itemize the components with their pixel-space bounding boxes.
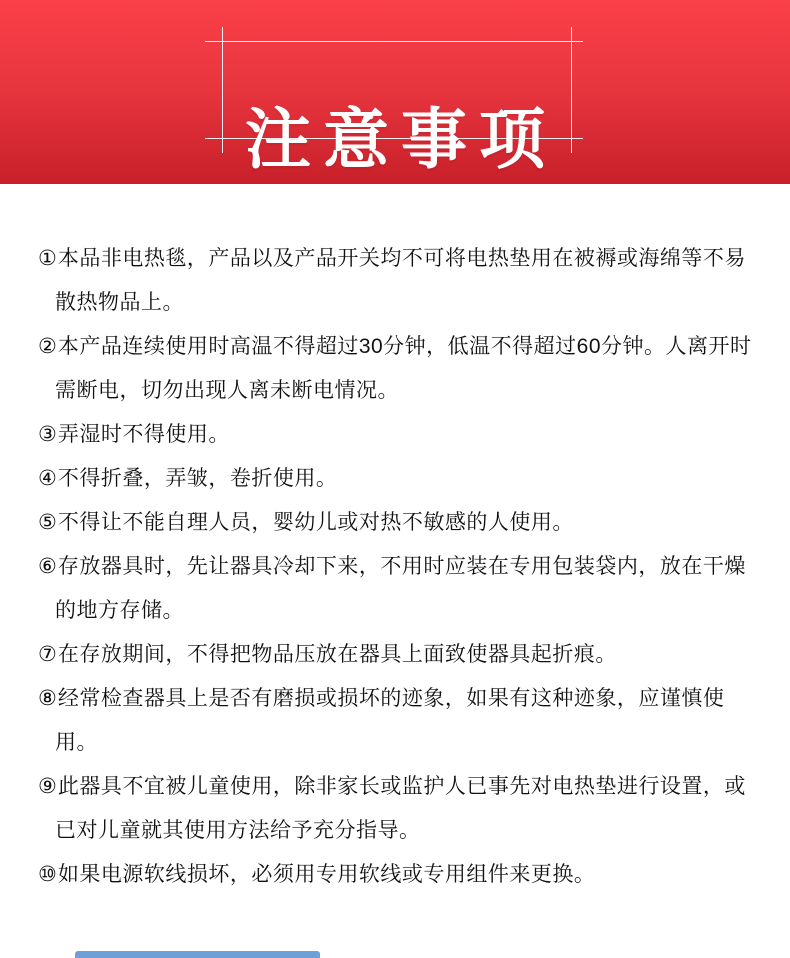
item-number: ④ — [38, 467, 58, 490]
item-text: 如果电源软线损坏，必须用专用软线或专用组件来更换。 — [57, 863, 596, 886]
item-text: 弄湿时不得使用。 — [57, 423, 230, 446]
item-number: ③ — [38, 423, 58, 446]
item-number: ⑤ — [38, 511, 58, 534]
header-banner — [0, 0, 790, 184]
notice-item — [38, 545, 752, 633]
notice-item — [38, 501, 752, 545]
notice-item — [38, 237, 752, 325]
item-number: ① — [38, 247, 58, 270]
title-frame-line-top — [205, 41, 583, 42]
item-text: 本产品连续使用时高温不得超过30分钟，低温不得超过60分钟。人离开时需断电，切勿出现人离未断电情况。 — [55, 335, 752, 402]
notice-item — [38, 853, 752, 897]
item-text: 在存放期间，不得把物品压放在器具上面致使器具起折痕。 — [57, 643, 617, 666]
notice-item — [38, 325, 752, 413]
item-text: 存放器具时，先让器具冷却下来，不用时应装在专用包装袋内，放在干燥的地方存储。 — [55, 555, 746, 622]
item-number: ② — [38, 335, 58, 358]
item-number: ⑥ — [38, 555, 58, 578]
page-title: 注意事项 — [245, 102, 557, 177]
notice-list — [0, 184, 790, 897]
item-text: 不得让不能自理人员，婴幼儿或对热不敏感的人使用。 — [57, 511, 574, 534]
item-text: 不得折叠，弄皱，卷折使用。 — [57, 467, 338, 490]
item-number: ⑨ — [38, 775, 58, 798]
notice-item — [38, 677, 752, 765]
notice-item — [38, 457, 752, 501]
item-text: 此器具不宜被儿童使用，除非家长或监护人已事先对电热垫进行设置，或已对儿童就其使用方法给予充分指导。 — [55, 775, 746, 842]
item-number: ⑩ — [38, 863, 58, 886]
notice-item — [38, 765, 752, 853]
notice-item — [38, 413, 752, 457]
bottom-accent-bar — [75, 951, 320, 958]
notice-item — [38, 633, 752, 677]
item-number: ⑧ — [38, 687, 58, 710]
item-text: 本品非电热毯，产品以及产品开关均不可将电热垫用在被褥或海绵等不易散热物品上。 — [55, 247, 746, 314]
item-text: 经常检查器具上是否有磨损或损坏的迹象，如果有这种迹象，应谨慎使用。 — [55, 687, 725, 754]
item-number: ⑦ — [38, 643, 58, 666]
